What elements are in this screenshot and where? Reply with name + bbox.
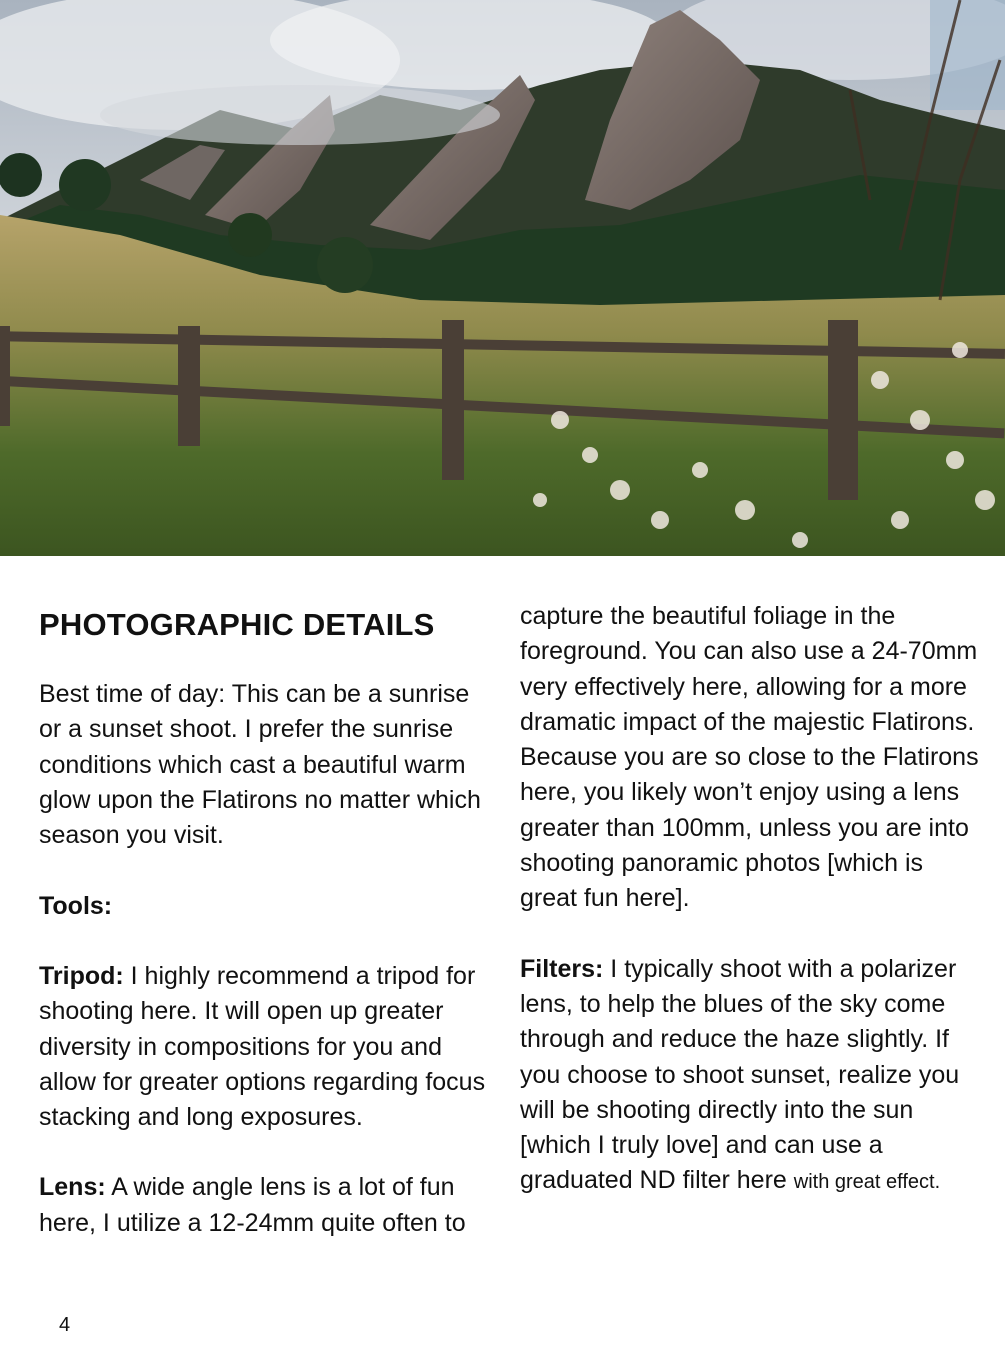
filters-paragraph	[520, 952, 980, 1201]
lens-text-left: A wide angle lens is a lot of fun here, I utilize a 12-24mm quite often to	[39, 1173, 466, 1237]
right-column	[520, 599, 980, 1236]
filters-tail: with great effect.	[793, 1171, 941, 1194]
lens-paragraph	[39, 1170, 489, 1241]
flatirons-landscape-image	[0, 0, 1005, 556]
tools-heading: Tools:	[39, 891, 113, 920]
tripod-paragraph	[39, 959, 489, 1135]
best-time-paragraph: Best time of day: This can be a sunrise or a sunset shoot. I prefer the sunrise conditions which cast a beautiful warm glow upon the Flatirons no matter which season you visit.	[39, 680, 481, 850]
filters-text: I typically shoot with a polarizer lens, to help the blues of the sky come through and reduce the haze slightly. If you choose to shoot sunset, realize you will be shooting directly into the sun [which I truly love] and can use a graduated ND filter here	[520, 954, 960, 1195]
tripod-label: Tripod:	[39, 961, 124, 990]
lens-label: Lens:	[39, 1173, 106, 1202]
hero-photo	[0, 0, 1005, 556]
page-number: 4	[59, 1314, 71, 1336]
section-title: PHOTOGRAPHIC DETAILS	[39, 607, 435, 642]
filters-label: Filters:	[520, 954, 604, 983]
tripod-text: I highly recommend a tripod for shooting here. It will open up greater diversity in compositions for you and allow for greater options regarding focus stacking and long exposures.	[39, 961, 486, 1132]
lens-continued-paragraph: capture the beautiful foliage in the foreground. You can also use a 24-70mm very effectively here, allowing for a more dramatic impact of the majestic Flatirons. Because you are so close to the Flatirons here, you likely won’t enjoy using a lens greater than 100mm, unless you are into shooting panoramic photos [which is great fun here].	[520, 602, 979, 913]
left-column	[39, 596, 489, 1276]
